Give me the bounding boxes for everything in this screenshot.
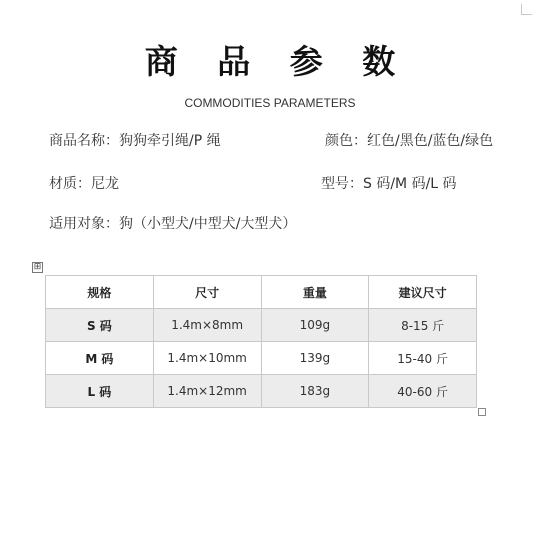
page-title: 商 品 参 数: [144, 42, 410, 81]
header-weight: 重量: [261, 276, 369, 309]
cell-recommended-size: 40-60 斤: [369, 375, 477, 408]
page-subtitle: COMMODITIES PARAMETERS: [184, 96, 356, 110]
table-row: [46, 309, 477, 342]
param-material: 材质：尼龙: [49, 176, 119, 192]
cell-spec: S 码: [46, 309, 154, 342]
table-resize-handle[interactable]: [478, 408, 486, 416]
cell-recommended-size: 8-15 斤: [369, 309, 477, 342]
cell-size: 1.4m×12mm: [153, 375, 261, 408]
table-row: [46, 342, 477, 375]
param-color: 颜色：红色/黑色/蓝色/绿色: [325, 133, 494, 149]
spec-table: [45, 275, 477, 408]
header-size: 尺寸: [153, 276, 261, 309]
cell-spec: L 码: [46, 375, 154, 408]
table-move-icon[interactable]: ⊞: [33, 262, 42, 272]
cell-weight: 139g: [261, 342, 369, 375]
header-spec: 规格: [46, 276, 154, 309]
cell-weight: 109g: [261, 309, 369, 342]
cell-size: 1.4m×8mm: [153, 309, 261, 342]
cell-weight: 183g: [261, 375, 369, 408]
cell-size: 1.4m×10mm: [153, 342, 261, 375]
cell-recommended-size: 15-40 斤: [369, 342, 477, 375]
table-header-row: [46, 276, 477, 309]
param-product-name: 商品名称：狗狗牵引绳/P 绳: [49, 133, 221, 149]
param-target: 适用对象：狗（小型犬/中型犬/大型犬）: [49, 216, 297, 232]
param-model: 型号：S 码/M 码/L 码: [321, 176, 457, 192]
table-row: [46, 375, 477, 408]
header-recommended-size: 建议尺寸: [369, 276, 477, 309]
cell-spec: M 码: [46, 342, 154, 375]
page-corner-mark: [521, 4, 532, 15]
